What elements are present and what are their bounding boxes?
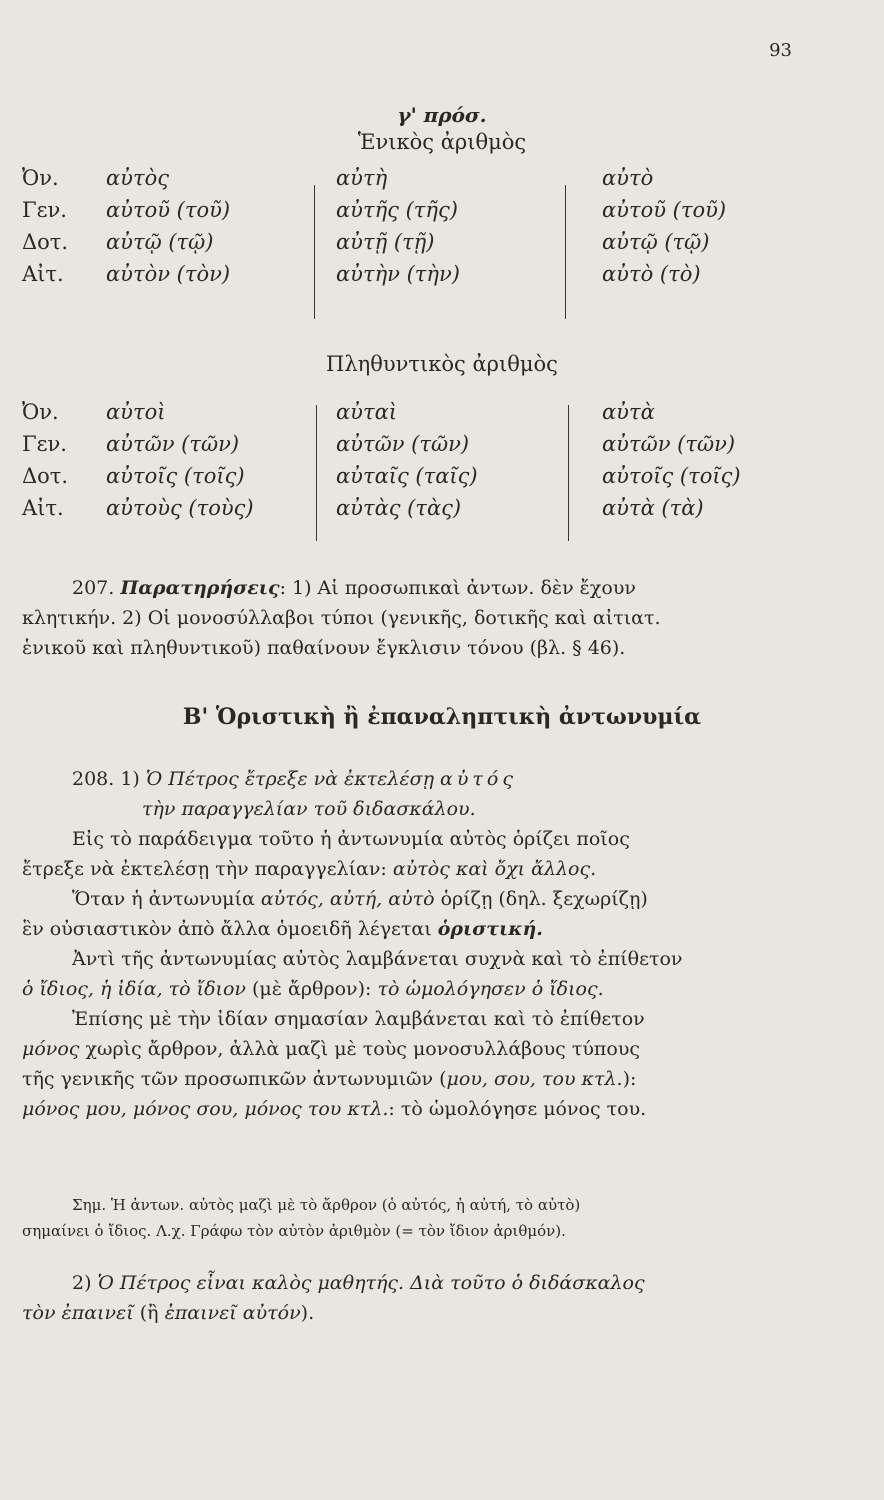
emphasis: τὸ ὡμολόγησεν ὁ ἴδιος.: [377, 978, 604, 1000]
neut-form: αὐτὸ (τὸ): [602, 262, 701, 286]
case-label: Αἰτ.: [22, 262, 64, 286]
text-line: (μὲ ἄρθρον):: [245, 978, 378, 1000]
table-row: [22, 194, 782, 226]
masc-form: αὐτοὺς (τοὺς): [106, 496, 254, 520]
page-number: 93: [769, 40, 792, 61]
text-line: ἔτρεξε νὰ ἐκτελέσῃ τὴν παραγγελίαν:: [22, 858, 393, 880]
emphasis: μόνος μου, μόνος σου, μόνος του κτλ.: [22, 1098, 389, 1120]
note: [22, 1192, 782, 1244]
fem-form: αὐταῖς (ταῖς): [336, 464, 478, 488]
table-row: [22, 162, 782, 194]
masc-form: αὐτοῦ (τοῦ): [106, 198, 231, 222]
section-heading: Β' Ὁριστικὴ ἢ ἐπαναληπτικὴ ἀντωνυμία: [182, 704, 702, 730]
term: ὁριστική.: [437, 918, 543, 940]
case-label: Δοτ.: [22, 230, 69, 254]
case-label: Ὀν.: [22, 400, 59, 424]
case-label: Γεν.: [22, 198, 67, 222]
text-line: : τὸ ὡμολόγησε μόνος του.: [388, 1098, 647, 1120]
paragraph-207: [22, 573, 782, 663]
emphasis: μόνος: [22, 1038, 80, 1060]
example-text: ἐπαινεῖ αὐτόν: [164, 1302, 301, 1324]
masc-form: αὐτοῖς (τοῖς): [106, 464, 245, 488]
neut-form: αὐτὸ: [602, 166, 654, 190]
column-divider: [565, 185, 566, 319]
case-label: Δοτ.: [22, 464, 69, 488]
column-divider: [314, 185, 315, 319]
example-text: τὸν ἐπαινεῖ: [22, 1302, 134, 1324]
case-label: Γεν.: [22, 432, 67, 456]
neut-form: αὐτὰ: [602, 400, 655, 424]
text-line: : 1) Αἱ προσωπικαὶ ἀντων. δὲν ἔχουν: [279, 577, 636, 599]
emphasis: μου, σου, του κτλ.: [446, 1068, 623, 1090]
masc-form: αὐτὸν (τὸν): [106, 262, 231, 286]
text-line: ).: [300, 1302, 315, 1324]
text-line: ἑνικοῦ καὶ πληθυντικοῦ) παθαίνουν ἔγκλισιν τόνου (βλ. § 46).: [22, 637, 626, 659]
text-line: Εἰς τὸ παράδειγμα τοῦτο ἡ ἀντωνυμία αὐτὸς ὁρίζει ποῖος: [72, 828, 630, 850]
masc-form: αὐτοὶ: [106, 400, 166, 424]
masc-form: αὐτὸς: [106, 166, 169, 190]
neut-form: αὐτῷ (τῷ): [602, 230, 710, 254]
note-line: σημαίνει ὁ ἴδιος. Λ.χ. Γράφω τὸν αὐτὸν ἀριθμὸν (= τὸν ἴδιον ἀριθμόν).: [22, 1222, 566, 1240]
fem-form: αὐταὶ: [336, 400, 397, 424]
text-line: τῆς γενικῆς τῶν προσωπικῶν ἀντωνυμιῶν (: [22, 1068, 447, 1090]
neut-form: αὐτοῖς (τοῖς): [602, 464, 741, 488]
singular-title: Ἑνικὸς ἀριθμὸς: [357, 130, 527, 154]
text-line: ὁρίζῃ (δηλ. ξεχωρίζῃ): [434, 888, 648, 910]
paragraph-number: 208. 1): [72, 768, 146, 790]
masc-form: αὐτῶν (τῶν): [106, 432, 240, 456]
text-line: Ἐπίσης μὲ τὴν ἰδίαν σημασίαν λαμβάνεται καὶ τὸ ἐπίθετον: [72, 1008, 645, 1030]
example-emphasis: αὐτός: [440, 768, 518, 790]
fem-form: αὐτὰς (τὰς): [336, 496, 462, 520]
fem-form: αὐτῶν (τῶν): [336, 432, 470, 456]
emphasis: αὐτὸς καὶ ὄχι ἄλλος.: [392, 858, 597, 880]
text-line: Ὅταν ἡ ἀντωνυμία: [72, 888, 261, 910]
table-row: [22, 428, 782, 460]
table-row: [22, 492, 782, 524]
column-divider: [568, 405, 569, 541]
column-divider: [316, 405, 317, 541]
neut-form: αὐτοῦ (τοῦ): [602, 198, 727, 222]
paragraph-208: [22, 764, 782, 1124]
singular-table: [22, 162, 782, 290]
text-line: (ἢ: [133, 1302, 165, 1324]
fem-form: αὐτῇ (τῇ): [336, 230, 435, 254]
table-row: [22, 460, 782, 492]
person-title: γ' πρόσ.: [397, 103, 487, 127]
example-text: Ὁ Πέτρος εἶναι καλὸς μαθητής. Διὰ τοῦτο ὁ διδάσκαλος: [97, 1272, 645, 1294]
text-line: ἓν οὐσιαστικὸν ἀπὸ ἄλλα ὁμοειδῆ λέγεται: [22, 918, 438, 940]
text-line: κλητικήν. 2) Οἱ μονοσύλλαβοι τύποι (γενικῆς, δοτικῆς καὶ αἰτιατ.: [22, 607, 661, 629]
remarks-label: Παρατηρήσεις: [120, 577, 280, 599]
masc-form: αὐτῷ (τῷ): [106, 230, 214, 254]
text-line: Ἀντὶ τῆς ἀντωνυμίας αὐτὸς λαμβάνεται συχνὰ καὶ τὸ ἐπίθετον: [72, 948, 683, 970]
case-label: Ὀν.: [22, 166, 59, 190]
fem-form: αὐτὴ: [336, 166, 388, 190]
plural-title: Πληθυντικὸς ἀριθμὸς: [326, 352, 558, 376]
case-label: Αἰτ.: [22, 496, 64, 520]
text-line: χωρὶς ἄρθρον, ἀλλὰ μαζὶ μὲ τοὺς μονοσυλλάβους τύπους: [79, 1038, 641, 1060]
text-line: ):: [622, 1068, 637, 1090]
table-row: [22, 396, 782, 428]
example-text: Ὁ Πέτρος ἔτρεξε νὰ ἐκτελέσῃ: [145, 768, 434, 790]
paragraph-number: 207.: [72, 577, 115, 599]
note-line: Σημ. Ἡ ἀντων. αὐτὸς μαζὶ μὲ τὸ ἄρθρον (ὁ αὐτός, ἡ αὐτή, τὸ αὐτὸ): [72, 1196, 581, 1214]
table-row: [22, 226, 782, 258]
emphasis: ὁ ἴδιος, ἡ ἰδία, τὸ ἴδιον: [22, 978, 246, 1000]
neut-form: αὐτὰ (τὰ): [602, 496, 704, 520]
fem-form: αὐτῆς (τῆς): [336, 198, 458, 222]
paragraph-2: [22, 1268, 782, 1328]
neut-form: αὐτῶν (τῶν): [602, 432, 736, 456]
emphasis: αὐτός, αὐτή, αὐτὸ: [260, 888, 435, 910]
fem-form: αὐτὴν (τὴν): [336, 262, 460, 286]
plural-table: [22, 396, 782, 524]
table-row: [22, 258, 782, 290]
example-text: τὴν παραγγελίαν τοῦ διδασκάλου.: [142, 798, 476, 820]
paragraph-number: 2): [72, 1272, 98, 1294]
